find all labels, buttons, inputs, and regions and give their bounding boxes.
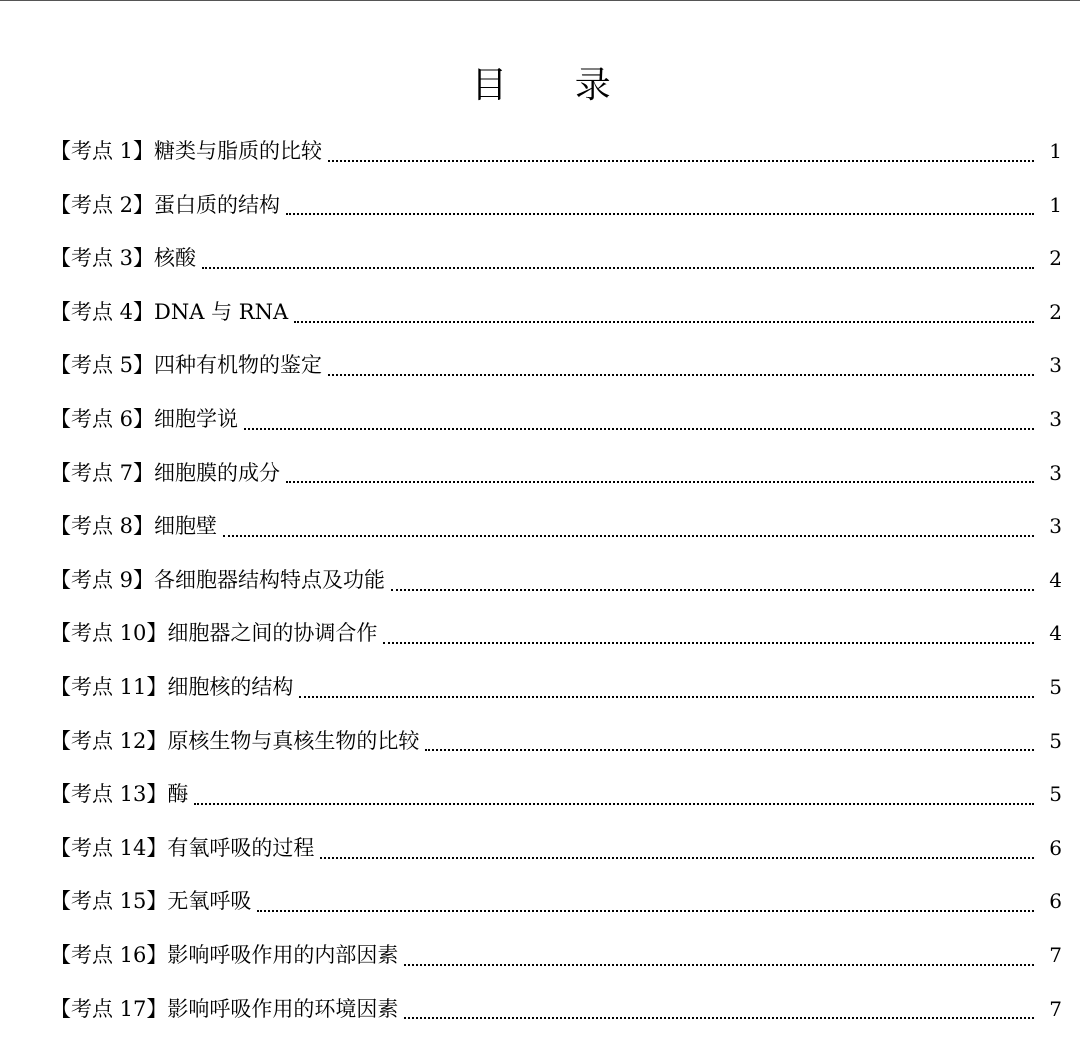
- toc-entry-label: 【考点 13】: [50, 782, 168, 807]
- toc-dot-leader: [194, 803, 1034, 805]
- toc-dot-leader: [294, 321, 1034, 323]
- toc-dot-leader: [328, 374, 1034, 376]
- toc-entry[interactable]: [50, 875, 1062, 929]
- toc-dot-leader: [383, 642, 1034, 644]
- toc-entry[interactable]: [50, 339, 1062, 393]
- toc-dot-leader: [425, 749, 1034, 751]
- toc-entry[interactable]: [50, 447, 1062, 501]
- toc-entry-page-number: 1: [1049, 139, 1062, 163]
- toc-entry-title: 影响呼吸作用的环境因素: [167, 996, 399, 1021]
- toc-entry-label: 【考点 12】: [50, 728, 168, 753]
- toc-dot-leader: [223, 535, 1034, 537]
- toc-entry-label: 【考点 16】: [50, 942, 168, 967]
- page-top-border: [0, 0, 1080, 1]
- toc-entry[interactable]: [50, 393, 1062, 447]
- toc-entry-label: 【考点 17】: [50, 996, 168, 1021]
- toc-entry[interactable]: [50, 607, 1062, 661]
- toc-entry-title: 细胞器之间的协调合作: [167, 621, 378, 646]
- toc-entry-page-number: 5: [1049, 728, 1062, 753]
- toc-entry-title: 核酸: [154, 246, 197, 271]
- toc-entry-page-number: 1: [1049, 192, 1062, 217]
- toc-dot-leader: [286, 213, 1034, 215]
- toc-entry[interactable]: [50, 232, 1062, 286]
- toc-entry-page-number: 5: [1049, 674, 1062, 699]
- toc-entry-title: 无氧呼吸: [167, 889, 252, 914]
- toc-entry-title: 细胞膜的成分: [154, 460, 281, 485]
- toc-entry-page-number: 4: [1049, 621, 1062, 646]
- toc-dot-leader: [244, 428, 1034, 430]
- toc-dot-leader: [202, 267, 1034, 269]
- toc-entry-title: DNA 与 RNA: [154, 299, 289, 324]
- toc-dot-leader: [299, 696, 1034, 698]
- toc-entry-label: 【考点 4】: [50, 299, 155, 324]
- toc-entry-title: 各细胞器结构特点及功能: [154, 567, 386, 592]
- toc-dot-leader: [404, 964, 1034, 966]
- toc-entry-page-number: 2: [1049, 246, 1062, 271]
- toc-entry[interactable]: [50, 768, 1062, 822]
- toc-entry-label: 【考点 8】: [50, 514, 155, 539]
- toc-entry[interactable]: [50, 125, 1062, 179]
- toc-entry-label: 【考点 6】: [50, 406, 155, 431]
- toc-entry[interactable]: [50, 661, 1062, 715]
- toc-entry-label: 【考点 15】: [50, 889, 168, 914]
- toc-entry-title: 有氧呼吸的过程: [167, 835, 315, 860]
- toc-entry-label: 【考点 5】: [50, 353, 155, 378]
- toc-entry-title: 原核生物与真核生物的比较: [167, 728, 420, 753]
- toc-entry-page-number: 3: [1049, 460, 1062, 485]
- toc-entry-label: 【考点 9】: [50, 567, 155, 592]
- toc-dot-leader: [328, 160, 1034, 162]
- toc-entry-title: 细胞学说: [154, 406, 239, 431]
- toc-entry-label: 【考点 2】: [50, 192, 155, 217]
- toc-entry-title: 蛋白质的结构: [154, 192, 281, 217]
- toc-entry-page-number: 3: [1049, 514, 1062, 539]
- toc-entry-page-number: 6: [1049, 889, 1062, 914]
- toc-entry[interactable]: [50, 500, 1062, 554]
- toc-dot-leader: [391, 589, 1034, 591]
- toc-entry-label: 【考点 11】: [50, 674, 168, 699]
- page-title: 目 录: [471, 65, 639, 106]
- toc-entry[interactable]: [50, 983, 1062, 1037]
- toc-dot-leader: [404, 1017, 1034, 1019]
- toc-entry-label: 【考点 1】: [50, 139, 155, 163]
- toc-entry-page-number: 7: [1049, 996, 1062, 1021]
- table-of-contents: [50, 125, 1062, 1036]
- toc-entry[interactable]: [50, 929, 1062, 983]
- toc-entry-label: 【考点 3】: [50, 246, 155, 271]
- toc-entry[interactable]: [50, 554, 1062, 608]
- toc-entry-title: 酶: [167, 782, 189, 807]
- toc-entry-title: 细胞核的结构: [167, 674, 294, 699]
- toc-entry[interactable]: [50, 822, 1062, 876]
- toc-entry-page-number: 6: [1049, 835, 1062, 860]
- toc-entry-title: 糖类与脂质的比较: [154, 139, 323, 163]
- toc-dot-leader: [286, 481, 1034, 483]
- toc-entry-label: 【考点 10】: [50, 621, 168, 646]
- toc-entry-label: 【考点 7】: [50, 460, 155, 485]
- toc-entry[interactable]: [50, 715, 1062, 769]
- toc-entry-page-number: 4: [1049, 567, 1062, 592]
- toc-entry-label: 【考点 14】: [50, 835, 168, 860]
- toc-entry-page-number: 3: [1049, 406, 1062, 431]
- toc-entry-title: 四种有机物的鉴定: [154, 353, 323, 378]
- toc-dot-leader: [320, 857, 1034, 859]
- toc-entry-page-number: 2: [1049, 299, 1062, 324]
- toc-entry[interactable]: [50, 286, 1062, 340]
- toc-entry-title: 细胞壁: [154, 514, 218, 539]
- toc-entry-page-number: 3: [1049, 353, 1062, 378]
- toc-entry-page-number: 5: [1049, 782, 1062, 807]
- toc-entry[interactable]: [50, 179, 1062, 233]
- toc-entry-title: 影响呼吸作用的内部因素: [167, 942, 399, 967]
- toc-entry-page-number: 7: [1049, 942, 1062, 967]
- toc-dot-leader: [257, 910, 1034, 912]
